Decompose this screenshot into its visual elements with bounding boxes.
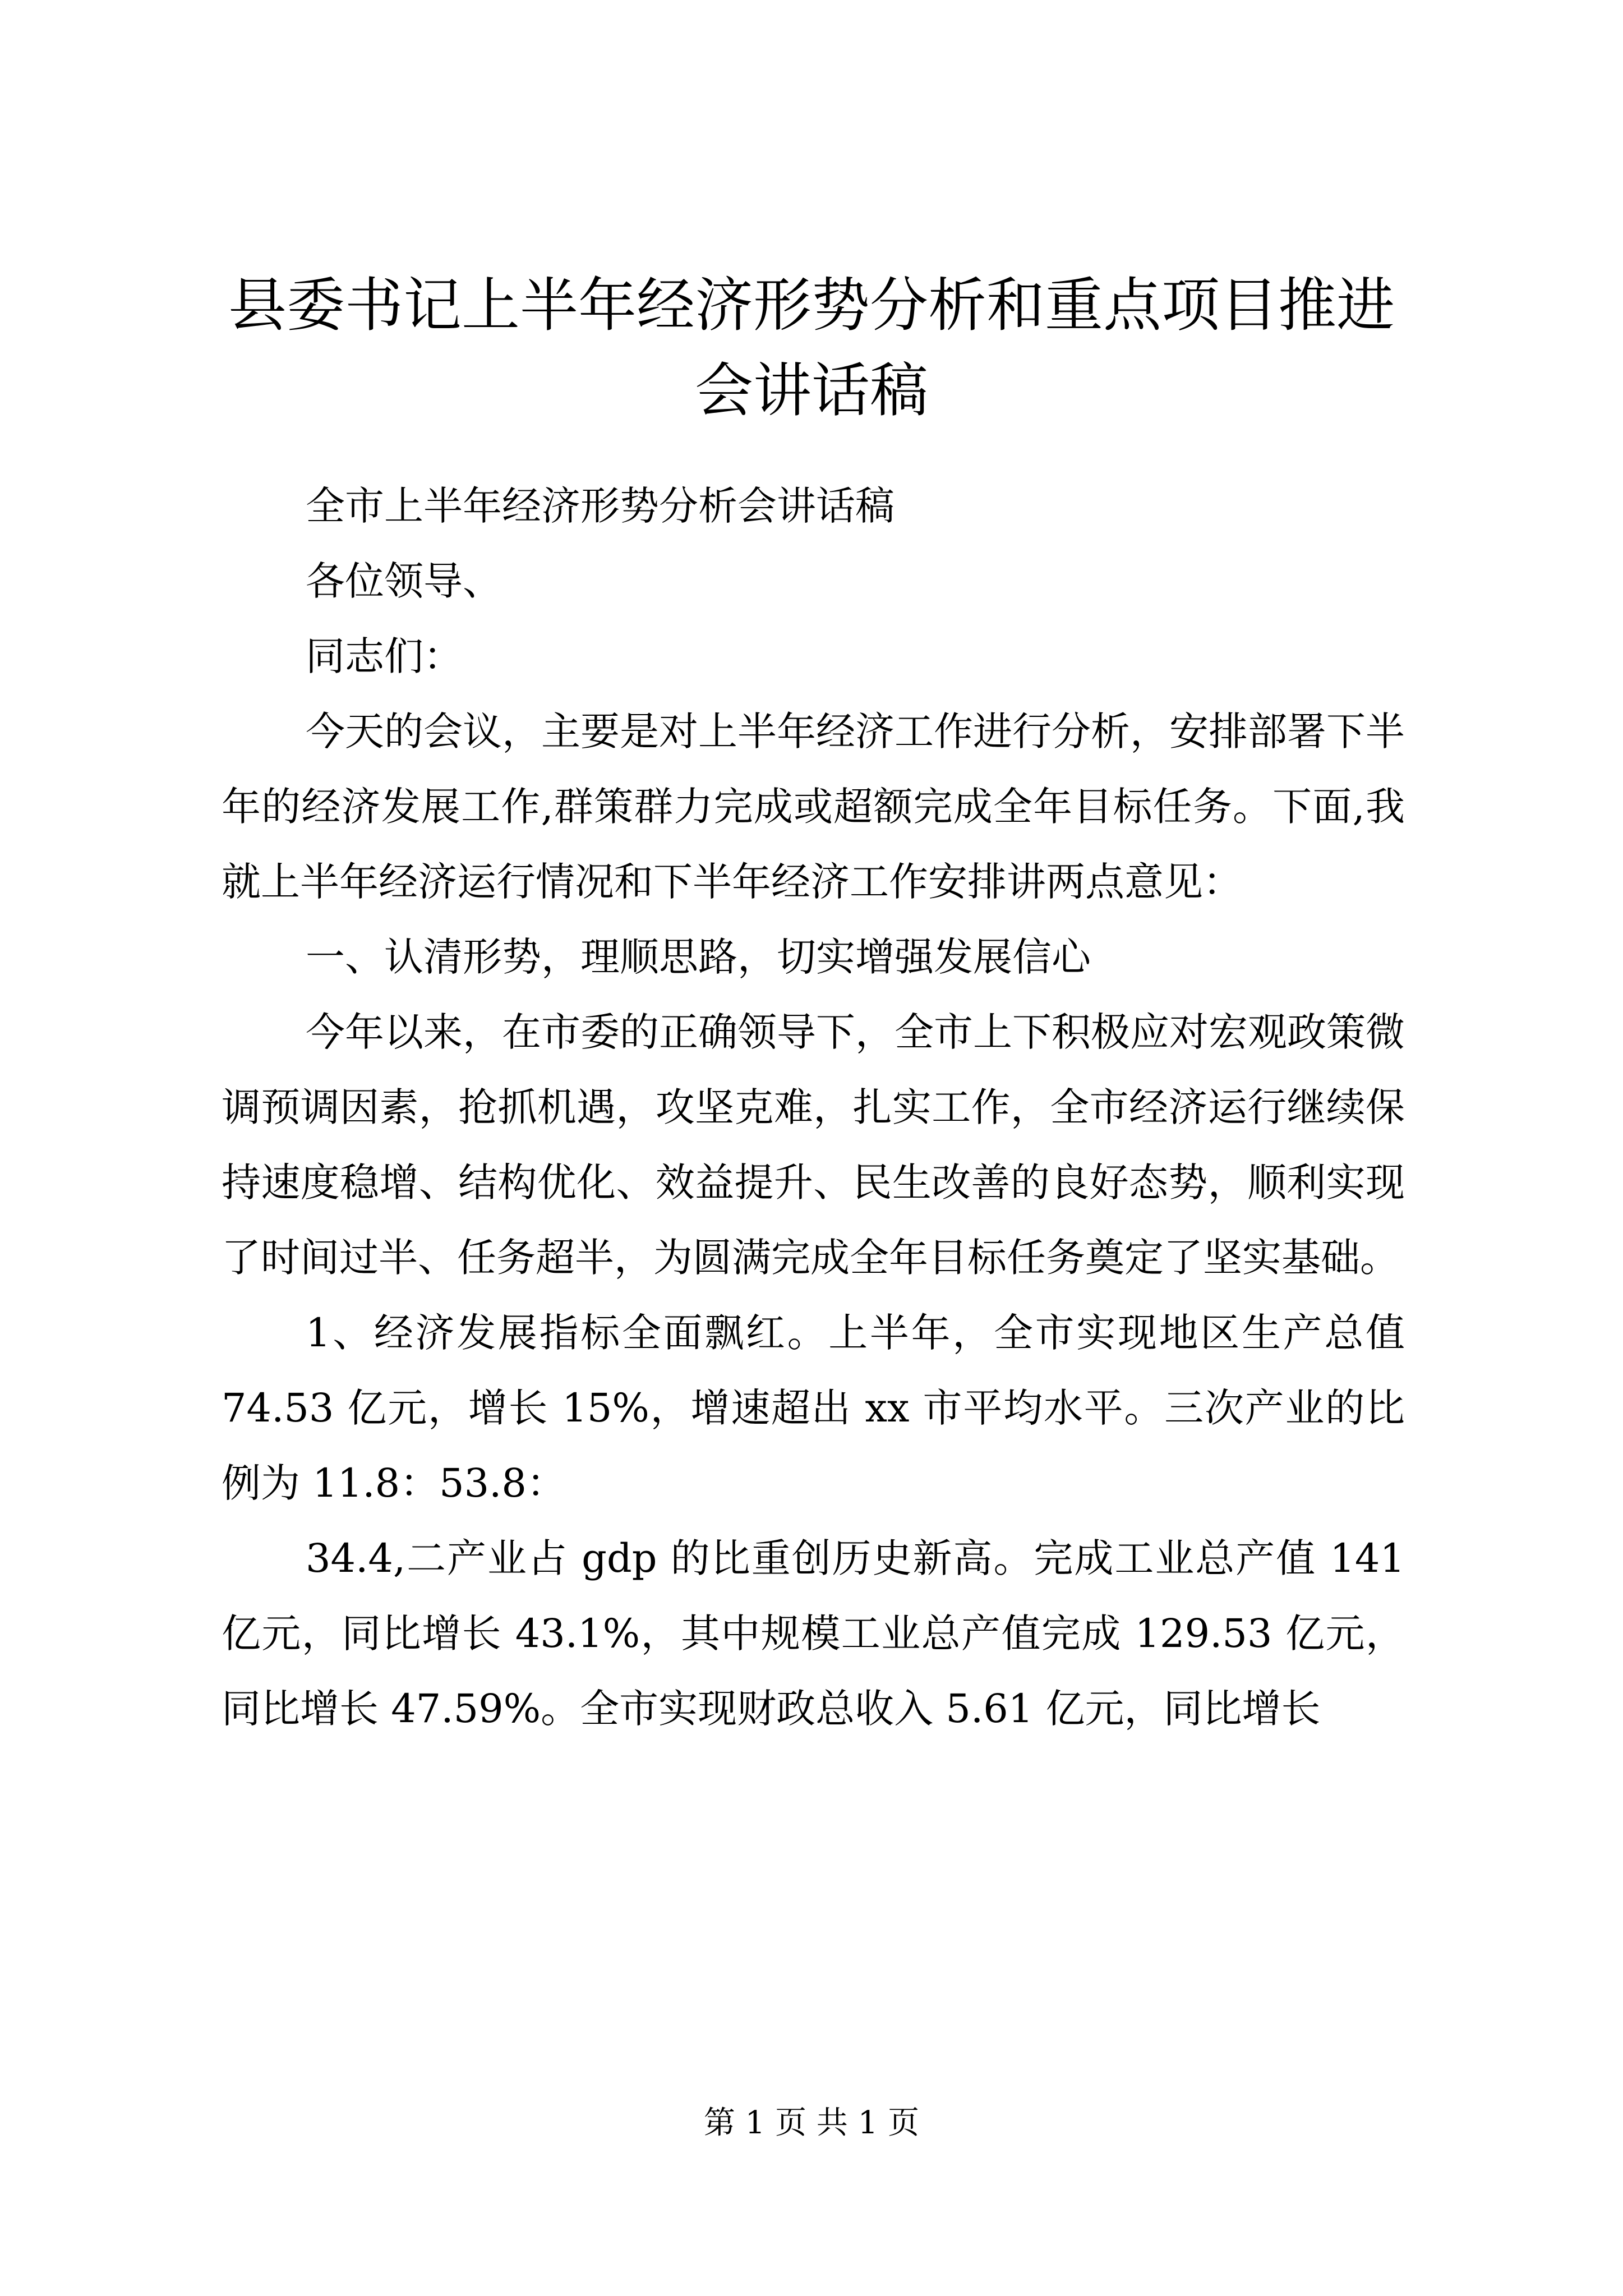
document-body [222, 468, 1405, 1746]
paragraph-overview: 今年以来，在市委的正确领导下，全市上下积极应对宏观政策微调预调因素，抢抓机遇，攻坚克难，扎实工作，全市经济运行继续保持速度稳增、结构优化、效益提升、民生改善的良好态势，顺利实现了时间过半、任务超半，为圆满完成全年目标任务奠定了坚实基础。 [222, 1009, 1405, 1281]
paragraph-intro: 今天的会议，主要是对上半年经济工作进行分析，安排部署下半年的经济发展工作,群策群力完成或超额完成全年目标任务。下面,我就上半年经济运行情况和下半年经济工作安排讲两点意见： [222, 708, 1405, 905]
paragraph-point-1-continued: 34.4,二产业占 gdp 的比重创历史新高。完成工业总产值 141 亿元，同比增长 43.1%，其中规模工业总产值完成 129.53 亿元，同比增长 47.59%。全市实现财政总收入 5.61 亿元，同比增长 [222, 1535, 1405, 1732]
page-footer: 第 1 页 共 1 页 [703, 2105, 920, 2141]
paragraph-salutation-2: 同志们： [306, 633, 463, 679]
document-title-line2: 会讲话稿 [694, 356, 928, 425]
paragraph-subtitle: 全市上半年经济形势分析会讲话稿 [306, 483, 895, 529]
paragraph-salutation-1: 各位领导、 [306, 558, 502, 604]
document-title [0, 263, 1623, 433]
paragraph-point-1: 1、经济发展指标全面飘红。上半年，全市实现地区生产总值 74.53 亿元，增长 15%，增速超出 xx 市平均水平。三次产业的比例为 11.8：53.8： [222, 1310, 1405, 1506]
paragraph-section-heading: 一、认清形势，理顺思路，切实增强发展信心 [306, 934, 1091, 980]
document-title-line1: 县委书记上半年经济形势分析和重点项目推进 [228, 271, 1395, 339]
